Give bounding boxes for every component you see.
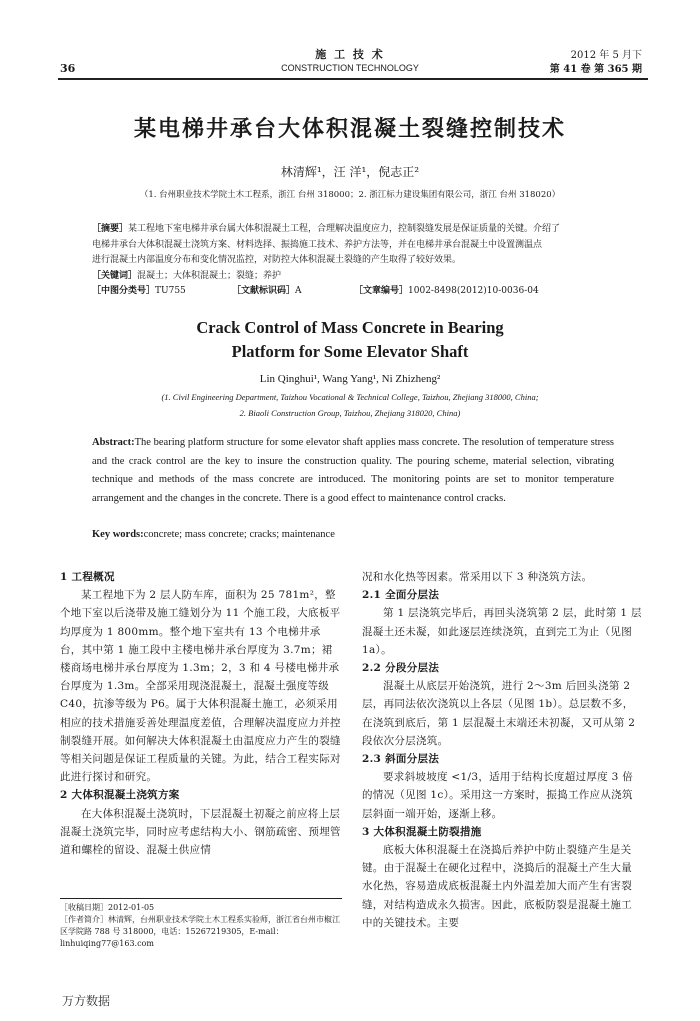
title-en-line-2: Platform for Some Elevator Shaft (231, 342, 469, 361)
issue-date: 2012 年 5 月下 (570, 50, 642, 61)
section-2-2-heading: 2.2 分段分层法 (362, 662, 440, 675)
footnote (60, 902, 342, 950)
volume-issue: 第 41 卷 第 365 期 (549, 64, 642, 75)
abstract-zh-label: ［摘要］ (92, 224, 129, 234)
doc-code: A (295, 286, 302, 296)
section-2-2-paragraph: 混凝土从底层开始浇筑，进行 2～3m 后回头浇第 2 层，再同法依次浇筑以上各层（见图 1b）。总层数不多，在浇筑到底后，第 1 层混凝土末端还未初凝，又可从第 2 段依次分层浇筑。 (362, 680, 636, 747)
section-2-paragraph: 在大体积混凝土浇筑时，下层混凝土初凝之前应将上层混凝土浇筑完毕，同时应考虑结构大小、钢筋疏密、预埋管道和螺栓的留设、混凝土供应情 (60, 807, 341, 857)
section-2-3-heading: 2.3 斜面分层法 (362, 753, 440, 766)
affiliations-en-1: (1. Civil Engineering Department, Taizhou Vocational & Technical College, Taizhou, Zhejiang 318000, China; (161, 392, 539, 402)
section-2-continued: 况和水化热等因素。常采用以下 3 种浇筑方法。 (362, 571, 593, 583)
author-bio: ［作者简介］林清辉，台州职业技术学院土木工程系实验师，浙江省台州市椒江区学院路 788 号 318000，电话：15267219305，E-mail：linhuiqing77@163.com (60, 915, 340, 948)
authors-zh: 林清辉¹，汪 洋¹，倪志正² (280, 165, 420, 179)
right-column (362, 568, 642, 932)
abstract-en-label: Abstract: (92, 437, 135, 448)
title-zh: 某电梯井承台大体积混凝土裂缝控制技术 (133, 116, 566, 142)
received-date: ［收稿日期］2012-01-05 (60, 903, 155, 912)
keywords-en: Key words:concrete; mass concrete; cracks; maintenance (92, 529, 335, 540)
section-1-paragraph: 某工程地下为 2 层人防车库，面积为 25 781m²，整个地下室以后浇带及施工缝划分为 11 个施工段，大底板平均厚度为 1 800mm。整个地下室共有 13 个电梯井承台，其中第 1 施工段中主楼电梯井承台厚度为 3.7m；裙楼商场电梯井承台厚度为 1.3m；2，3 和 4 号楼电梯井承台厚度为 1.3m。全部采用现浇混凝土，混凝土强度等级 C40，抗渗等级为 P6。属于大体积混凝土施工，必须采用相应的技术措施妥善处理温度差值，合理解决温度应力并控制裂缝开展。如何解决大体积混凝土由温度应力产生的裂缝等相关问题是保证工程质量的关键。为此，结合工程实际对此进行探讨和研究。 (60, 589, 341, 784)
section-2-1-paragraph: 第 1 层浇筑完毕后，再回头浇筑第 2 层，此时第 1 层混凝土还未凝，如此逐层连续浇筑，直到完工为止（见图 1a）。 (362, 607, 642, 656)
clc-number: TU755 (155, 286, 186, 296)
section-1-heading: 1 工程概况 (60, 571, 115, 583)
keywords-zh: ［关键词］混凝土；大体积混凝土；裂缝；养护 (92, 270, 282, 281)
journal-title-en: CONSTRUCTION TECHNOLOGY (281, 63, 419, 73)
article-number: 1002-8498(2012)10-0036-04 (408, 286, 539, 296)
classification-row: ［中图分类号］TU755 ［文献标识码］A ［文章编号］1002-8498(2012)10-0036-04 (92, 286, 539, 296)
header-rule (58, 78, 648, 80)
page-number: 36 (60, 62, 76, 75)
section-2-1-heading: 2.1 全面分层法 (362, 589, 440, 602)
abstract-zh-line-2: 电梯井承台大体积混凝土浇筑方案、材料选择、振捣施工技术、养护方法等，并在电梯井承台混凝土中设置测温点 (92, 239, 543, 250)
abstract-en-text: The bearing platform structure for some elevator shaft applies mass concrete. The resolution of temperature stress and the crack control are the key to insure the construction quality. The pouring scheme, material selection, vibrating technique and methods of the mass concrete are introduced. The monitoring points are set to monitor temperature arrangement and the changes in the concrete. There is a good effect to maintenance control cracks. (92, 437, 614, 504)
abstract-zh (92, 222, 612, 300)
title-en-line-1: Crack Control of Mass Concrete in Bearing (196, 318, 504, 337)
section-2-3-paragraph: 要求斜坡坡度 <1/3，适用于结构长度超过厚度 3 倍的情况（见图 1c）。采用这一方案时，振捣工作应从浇筑层斜面一端开始，逐渐上移。 (362, 771, 633, 820)
section-2-heading: 2 大体积混凝土浇筑方案 (60, 789, 180, 802)
journal-title-zh: 施 工 技 术 (315, 48, 385, 61)
abstract-zh-line-1: ［摘要］某工程地下室电梯井承台属大体积混凝土工程，合理解决温度应力，控制裂缝发展是保证质量的关键。介绍了 (92, 224, 561, 234)
authors-en: Lin Qinghui¹, Wang Yang¹, Ni Zhizheng² (259, 373, 441, 385)
abstract-zh-line-3: 进行混凝土内部温度分布和变化情况监控，对防控大体积混凝土裂缝的产生取得了较好效果。 (92, 255, 462, 265)
footnote-rule (60, 898, 342, 899)
affiliations-en-2: 2. Biaoli Construction Group, Taizhou, Zhejiang 318020, China) (239, 408, 461, 418)
abstract-en (92, 434, 614, 508)
affiliations-zh: （1. 台州职业技术学院土木工程系，浙江 台州 318000；2. 浙江标力建设集团有限公司，浙江 台州 318020） (139, 190, 561, 200)
section-3-paragraph: 底板大体积混凝土在浇捣后养护中防止裂缝产生是关键。由于混凝土在硬化过程中，浇捣后的混凝土产生大量水化热，容易造成底板混凝土内外温差加大而产生有害裂缝，对结构造成永久损害。因此，底板防裂是混凝土施工中的关键技术。主要 (362, 844, 632, 929)
left-column (60, 568, 342, 859)
watermark-text: 万方数据 (62, 994, 111, 1008)
section-3-heading: 3 大体积混凝土防裂措施 (362, 825, 482, 838)
